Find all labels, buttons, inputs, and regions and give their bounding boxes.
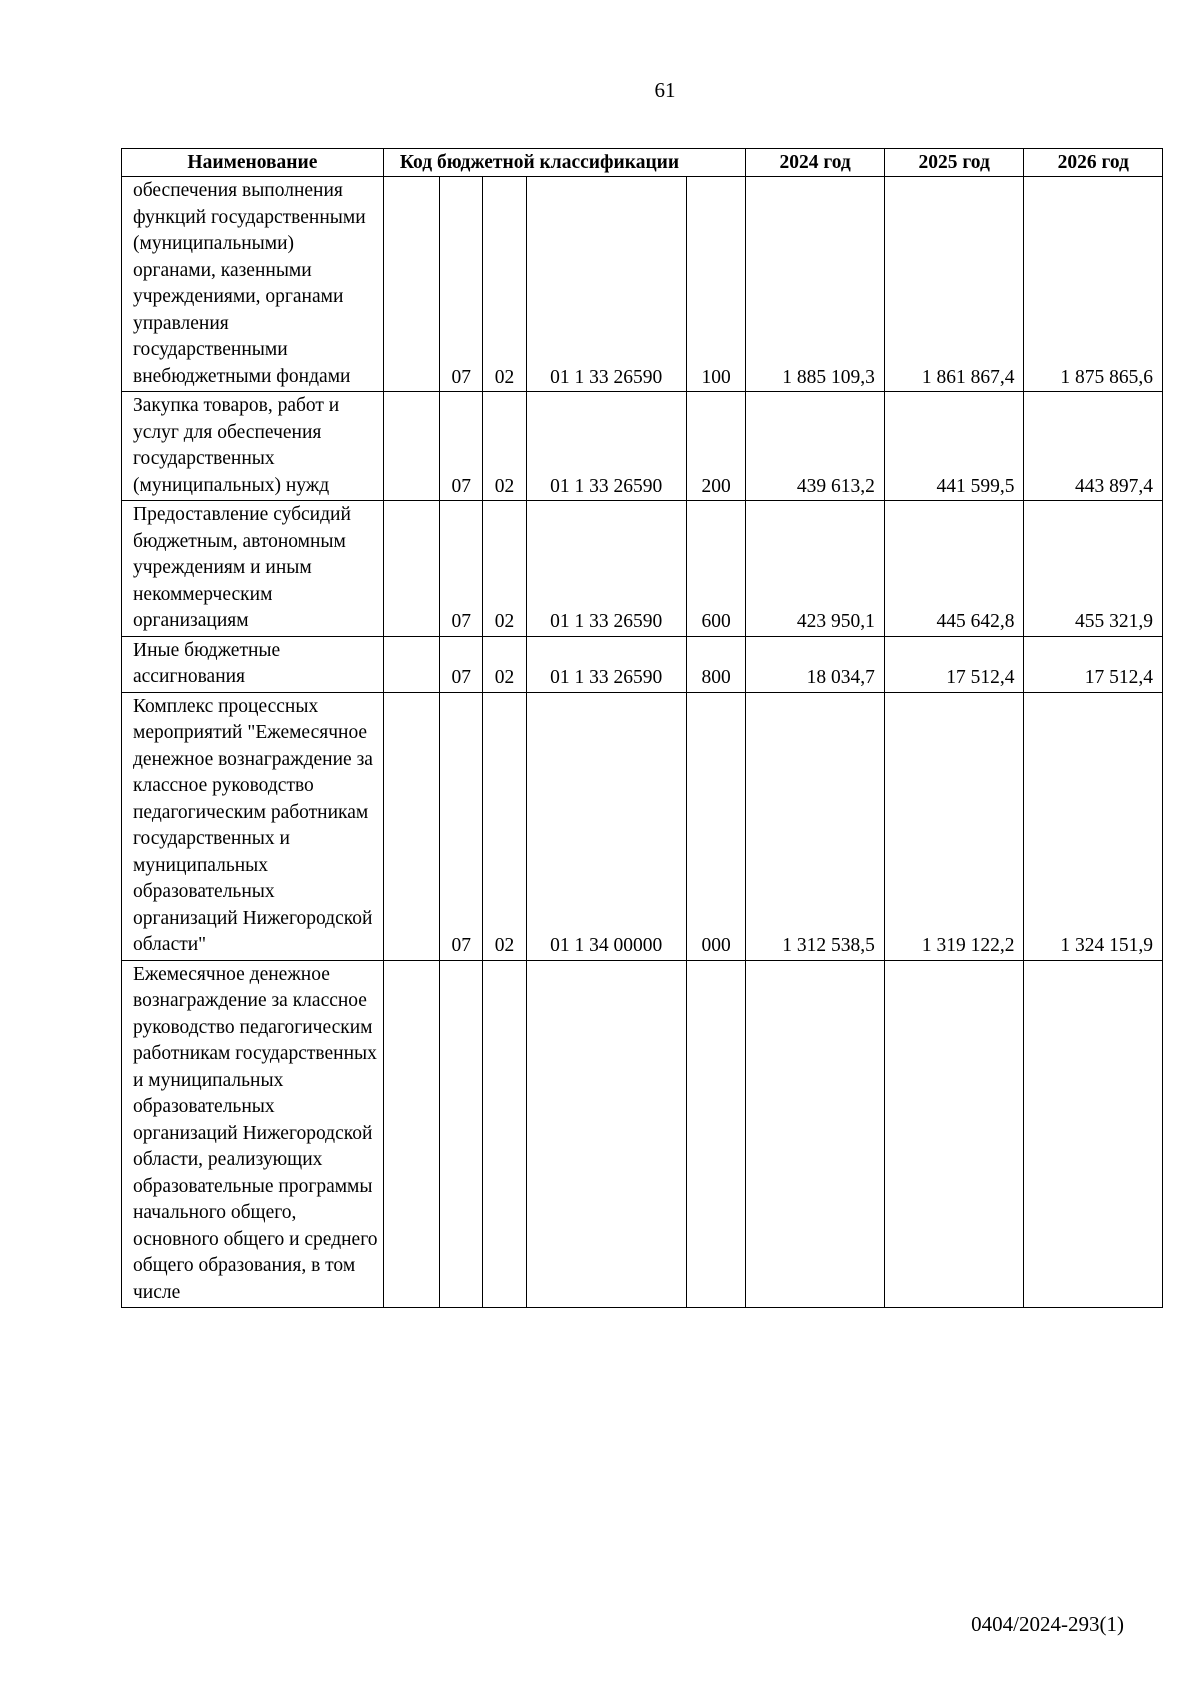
table-row xyxy=(122,636,1163,692)
row-expense-code: 100 xyxy=(686,177,746,392)
row-target-code: 01 1 33 26590 xyxy=(526,392,686,501)
page-number: 61 xyxy=(654,78,676,102)
row-section-code: 07 xyxy=(440,636,483,692)
table-row xyxy=(122,501,1163,637)
row-ministry-code xyxy=(383,177,439,392)
row-section-code: 07 xyxy=(440,692,483,960)
row-subsection-code: 02 xyxy=(483,177,526,392)
row-value-2026: 1 324 151,9 xyxy=(1024,692,1163,960)
header-2025: 2025 год xyxy=(884,149,1024,177)
row-expense-code: 800 xyxy=(686,636,746,692)
row-subsection-code: 02 xyxy=(483,636,526,692)
row-target-code: 01 1 33 26590 xyxy=(526,177,686,392)
row-subsection-code xyxy=(483,960,526,1308)
row-value-2026: 443 897,4 xyxy=(1024,392,1163,501)
row-name: Предоставление субсидий бюджетным, автономным учреждениям и иным некоммерческим организациям xyxy=(122,501,384,637)
row-target-code: 01 1 34 00000 xyxy=(526,692,686,960)
row-value-2025: 445 642,8 xyxy=(884,501,1024,637)
row-ministry-code xyxy=(383,636,439,692)
header-2024: 2024 год xyxy=(746,149,885,177)
row-value-2026: 17 512,4 xyxy=(1024,636,1163,692)
row-subsection-code: 02 xyxy=(483,692,526,960)
row-value-2024 xyxy=(746,960,885,1308)
row-name: Ежемесячное денежное вознаграждение за классное руководство педагогическим работникам государственных и муниципальных образовательных организаций Нижегородской области, реализующих образовательные программы начального общего, основного общего и среднего общего образования, в том числе xyxy=(122,960,384,1308)
row-section-code: 07 xyxy=(440,177,483,392)
row-value-2025: 441 599,5 xyxy=(884,392,1024,501)
table-row xyxy=(122,960,1163,1308)
header-2026: 2026 год xyxy=(1024,149,1163,177)
row-value-2024: 439 613,2 xyxy=(746,392,885,501)
row-expense-code xyxy=(686,960,746,1308)
row-value-2024: 423 950,1 xyxy=(746,501,885,637)
row-target-code: 01 1 33 26590 xyxy=(526,501,686,637)
row-section-code: 07 xyxy=(440,501,483,637)
row-value-2024: 1 312 538,5 xyxy=(746,692,885,960)
row-value-2026: 455 321,9 xyxy=(1024,501,1163,637)
row-expense-code: 200 xyxy=(686,392,746,501)
row-value-2025: 1 319 122,2 xyxy=(884,692,1024,960)
header-name: Наименование xyxy=(122,149,384,177)
row-ministry-code xyxy=(383,501,439,637)
row-ministry-code xyxy=(383,392,439,501)
row-value-2025: 17 512,4 xyxy=(884,636,1024,692)
row-name: Иные бюджетные ассигнования xyxy=(122,636,384,692)
table-row xyxy=(122,177,1163,392)
row-name: Закупка товаров, работ и услуг для обеспечения государственных (муниципальных) нужд xyxy=(122,392,384,501)
row-value-2025 xyxy=(884,960,1024,1308)
row-target-code: 01 1 33 26590 xyxy=(526,636,686,692)
row-ministry-code xyxy=(383,692,439,960)
table-row xyxy=(122,692,1163,960)
row-name: обеспечения выполнения функций государственными (муниципальными) органами, казенными учреждениями, органами управления государственными внебюджетными фондами xyxy=(122,177,384,392)
row-subsection-code: 02 xyxy=(483,392,526,501)
budget-table xyxy=(121,148,1163,1308)
row-subsection-code: 02 xyxy=(483,501,526,637)
header-budget-code: Код бюджетной классификации xyxy=(383,149,746,177)
row-value-2026: 1 875 865,6 xyxy=(1024,177,1163,392)
row-value-2025: 1 861 867,4 xyxy=(884,177,1024,392)
table-row xyxy=(122,392,1163,501)
row-section-code xyxy=(440,960,483,1308)
row-expense-code: 000 xyxy=(686,692,746,960)
row-section-code: 07 xyxy=(440,392,483,501)
table-header-row xyxy=(122,149,1163,177)
row-expense-code: 600 xyxy=(686,501,746,637)
row-ministry-code xyxy=(383,960,439,1308)
document-code: 0404/2024-293(1) xyxy=(971,1612,1124,1636)
row-value-2026 xyxy=(1024,960,1163,1308)
row-value-2024: 1 885 109,3 xyxy=(746,177,885,392)
row-name: Комплекс процессных мероприятий "Ежемесячное денежное вознаграждение за классное руководство педагогическим работникам государственных и муниципальных образовательных организаций Нижегородской области" xyxy=(122,692,384,960)
row-target-code xyxy=(526,960,686,1308)
row-value-2024: 18 034,7 xyxy=(746,636,885,692)
